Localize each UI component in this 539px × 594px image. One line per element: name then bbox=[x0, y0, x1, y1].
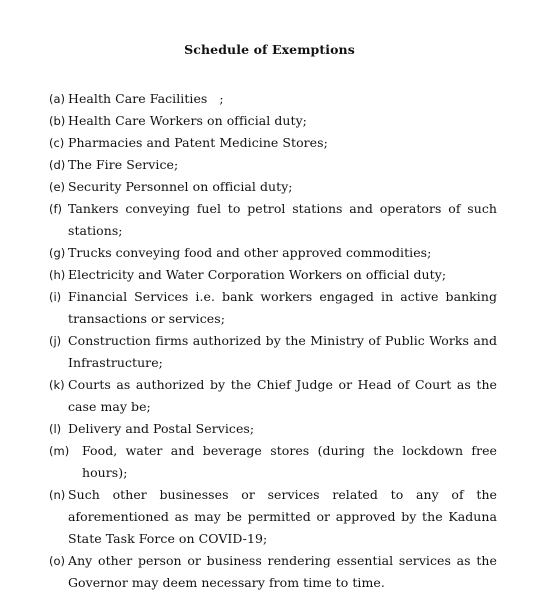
item-marker: (i) bbox=[49, 290, 62, 304]
item-marker: (e) bbox=[49, 180, 66, 194]
list-item bbox=[49, 198, 497, 242]
item-text: Delivery and Postal Services; bbox=[68, 421, 255, 436]
list-item bbox=[49, 374, 497, 418]
item-text: Health Care Facilities ; bbox=[68, 91, 224, 106]
list-item bbox=[49, 154, 497, 176]
item-text: Pharmacies and Patent Medicine Stores; bbox=[68, 135, 328, 150]
item-text: Security Personnel on official duty; bbox=[68, 179, 293, 194]
list-item bbox=[49, 330, 497, 374]
item-marker: (f) bbox=[49, 202, 63, 216]
item-text: Electricity and Water Corporation Workers on official duty; bbox=[68, 267, 447, 282]
item-text: Courts as authorized by the Chief Judge or Head of Court as the case may be; bbox=[68, 377, 497, 414]
list-item bbox=[49, 440, 497, 484]
item-text: Financial Services i.e. bank workers engaged in active banking transactions or services; bbox=[68, 289, 497, 326]
item-text: The Fire Service; bbox=[68, 157, 179, 172]
item-marker: (d) bbox=[49, 158, 66, 172]
item-marker: (g) bbox=[49, 246, 66, 260]
list-item bbox=[49, 176, 497, 198]
list-item bbox=[49, 132, 497, 154]
item-marker: (l) bbox=[49, 422, 62, 436]
item-marker: (n) bbox=[49, 488, 66, 502]
exemptions-list bbox=[49, 88, 497, 594]
list-item bbox=[49, 88, 497, 110]
item-marker: (m) bbox=[49, 444, 70, 458]
item-text: Such other businesses or services related to any of the aforementioned as may be permitted or approved by the Kaduna State Task Force on COVID-19; bbox=[68, 487, 497, 546]
item-marker: (o) bbox=[49, 554, 66, 568]
item-text: Construction firms authorized by the Ministry of Public Works and Infrastructure; bbox=[68, 333, 497, 370]
page-title: Schedule of Exemptions bbox=[184, 42, 355, 57]
list-item bbox=[49, 484, 497, 550]
item-marker: (h) bbox=[49, 268, 66, 282]
item-text: Health Care Workers on official duty; bbox=[68, 113, 307, 128]
item-marker: (a) bbox=[49, 92, 66, 106]
item-marker: (c) bbox=[49, 136, 65, 150]
list-item bbox=[49, 264, 497, 286]
list-item bbox=[49, 550, 497, 594]
item-text: Tankers conveying fuel to petrol stations and operators of such stations; bbox=[68, 201, 497, 238]
item-text: Any other person or business rendering essential services as the Governor may deem necessary from time to time. bbox=[68, 553, 497, 590]
item-text: Food, water and beverage stores (during the lockdown free hours); bbox=[82, 443, 497, 480]
list-item bbox=[49, 110, 497, 132]
list-item bbox=[49, 242, 497, 264]
list-item bbox=[49, 286, 497, 330]
item-text: Trucks conveying food and other approved commodities; bbox=[68, 245, 432, 260]
list-item bbox=[49, 418, 497, 440]
item-marker: (b) bbox=[49, 114, 66, 128]
item-marker: (k) bbox=[49, 378, 65, 392]
item-marker: (j) bbox=[49, 334, 62, 348]
